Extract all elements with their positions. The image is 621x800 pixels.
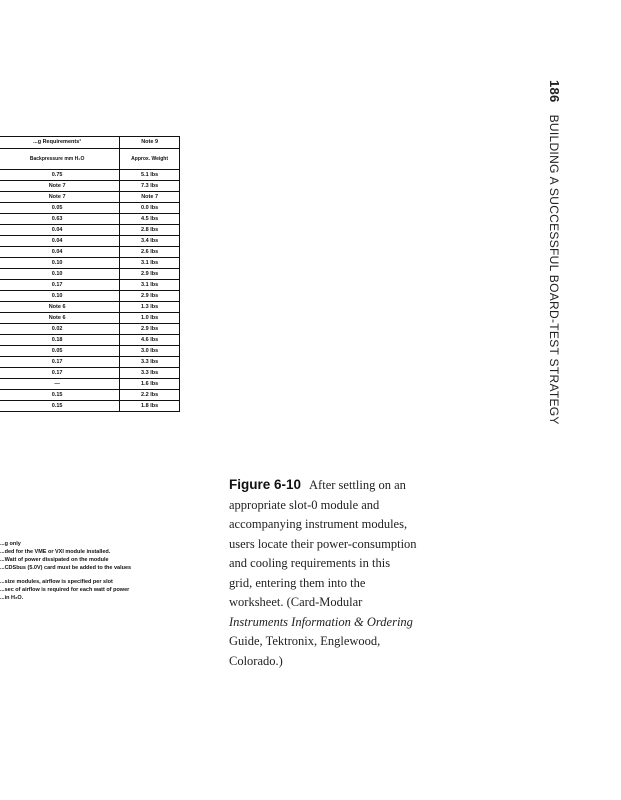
weight-cell: 3.1 lbs [120,258,180,269]
backpressure-cell: 0.17 [0,368,120,379]
table-row [0,335,180,346]
caption-line: worksheet. (Card-Modular [229,595,363,609]
backpressure-cell: 0.63 [0,214,120,225]
weight-cell: 2.8 lbs [120,225,180,236]
weight-cell: 3.3 lbs [120,357,180,368]
running-head [540,80,562,440]
footnote-group-2 [0,578,230,602]
table-row [0,346,180,357]
footnote-line: ...size modules, airflow is specified per slot [0,579,113,585]
weight-cell: 4.6 lbs [120,335,180,346]
backpressure-cell: 0.05 [0,203,120,214]
table-row [0,258,180,269]
weight-cell: 1.0 lbs [120,313,180,324]
table-row [0,214,180,225]
table-row [0,357,180,368]
caption-line: After settling on an [309,478,406,492]
backpressure-cell: — [0,379,120,390]
table-body [0,170,180,412]
weight-cell: 3.3 lbs [120,368,180,379]
backpressure-cell: 0.02 [0,324,120,335]
footnote-line: ...CDSbus (5.0V) card must be added to the values [0,565,132,571]
running-head-title: BUILDING A SUCCESSFUL BOARD-TEST STRATEGY [547,114,561,425]
weight-cell: 2.9 lbs [120,269,180,280]
requirements-table-wrap [0,136,180,526]
backpressure-cell: Note 6 [0,302,120,313]
backpressure-cell: 0.05 [0,346,120,357]
footnote-line: ...in H₂O. [0,595,24,601]
table-row [0,269,180,280]
backpressure-cell: 0.18 [0,335,120,346]
weight-cell: 0.0 lbs [120,203,180,214]
caption-line: and cooling requirements in this [229,556,391,570]
table-row [0,247,180,258]
table-row [0,324,180,335]
table-row [0,313,180,324]
backpressure-cell: 0.04 [0,247,120,258]
table-row [0,401,180,412]
table-row [0,291,180,302]
figure-caption [229,475,499,671]
caption-line: users locate their power-consumption [229,536,417,551]
weight-cell: 1.8 lbs [120,401,180,412]
table-row [0,225,180,236]
backpressure-cell: 0.17 [0,357,120,368]
backpressure-header: Backpressure mm H₂O [0,149,120,170]
table-row [0,203,180,214]
table-row [0,181,180,192]
figure-label: Figure 6-10 [229,477,302,492]
caption-line: Colorado.) [229,653,283,668]
table-row [0,302,180,313]
page-number: 186 [547,80,562,103]
footnote-line: ...ded for the VME or VXI module installed. [0,549,111,555]
weight-cell: 4.5 lbs [120,214,180,225]
footnote-line: ...g only [0,541,21,547]
weight-header: Approx. Weight [120,149,180,170]
table-row [0,170,180,181]
caption-line: Instruments Information & Ordering [229,614,413,629]
table-row [0,192,180,203]
weight-cell: 7.3 lbs [120,181,180,192]
caption-line: appropriate slot-0 module and [229,497,380,512]
weight-cell: 1.6 lbs [120,379,180,390]
table-note-header: Note 9 [120,137,180,149]
footnote-line: ...Watt of power dissipated on the module [0,557,109,563]
table-footnotes [0,540,230,608]
backpressure-cell: 0.04 [0,225,120,236]
weight-cell: 2.6 lbs [120,247,180,258]
table-group-header: ...g Requirements¹ [0,137,120,149]
weight-cell: 2.2 lbs [120,390,180,401]
backpressure-cell: 0.04 [0,236,120,247]
requirements-table [0,136,180,412]
footnote-group-1 [0,540,230,572]
caption-line: Guide, Tektronix, Englewood, [229,634,381,648]
footnote-line: ...sec of airflow is required for each watt of power [0,587,130,593]
table-row [0,379,180,390]
backpressure-cell: Note 7 [0,192,120,203]
backpressure-cell: 0.10 [0,269,120,280]
backpressure-cell: 0.17 [0,280,120,291]
caption-line: grid, entering them into the [229,575,366,590]
backpressure-cell: 0.10 [0,291,120,302]
table-row [0,368,180,379]
weight-cell: 5.1 lbs [120,170,180,181]
weight-cell: Note 7 [120,192,180,203]
weight-cell: 3.4 lbs [120,236,180,247]
weight-cell: 2.9 lbs [120,324,180,335]
table-row [0,280,180,291]
table-row [0,390,180,401]
weight-cell: 1.3 lbs [120,302,180,313]
backpressure-cell: Note 6 [0,313,120,324]
backpressure-cell: 0.15 [0,390,120,401]
backpressure-cell: 0.10 [0,258,120,269]
table-row [0,236,180,247]
backpressure-cell: 0.15 [0,401,120,412]
weight-cell: 3.1 lbs [120,280,180,291]
weight-cell: 3.0 lbs [120,346,180,357]
backpressure-cell: 0.75 [0,170,120,181]
caption-line: accompanying instrument modules, [229,517,408,531]
backpressure-cell: Note 7 [0,181,120,192]
weight-cell: 2.9 lbs [120,291,180,302]
